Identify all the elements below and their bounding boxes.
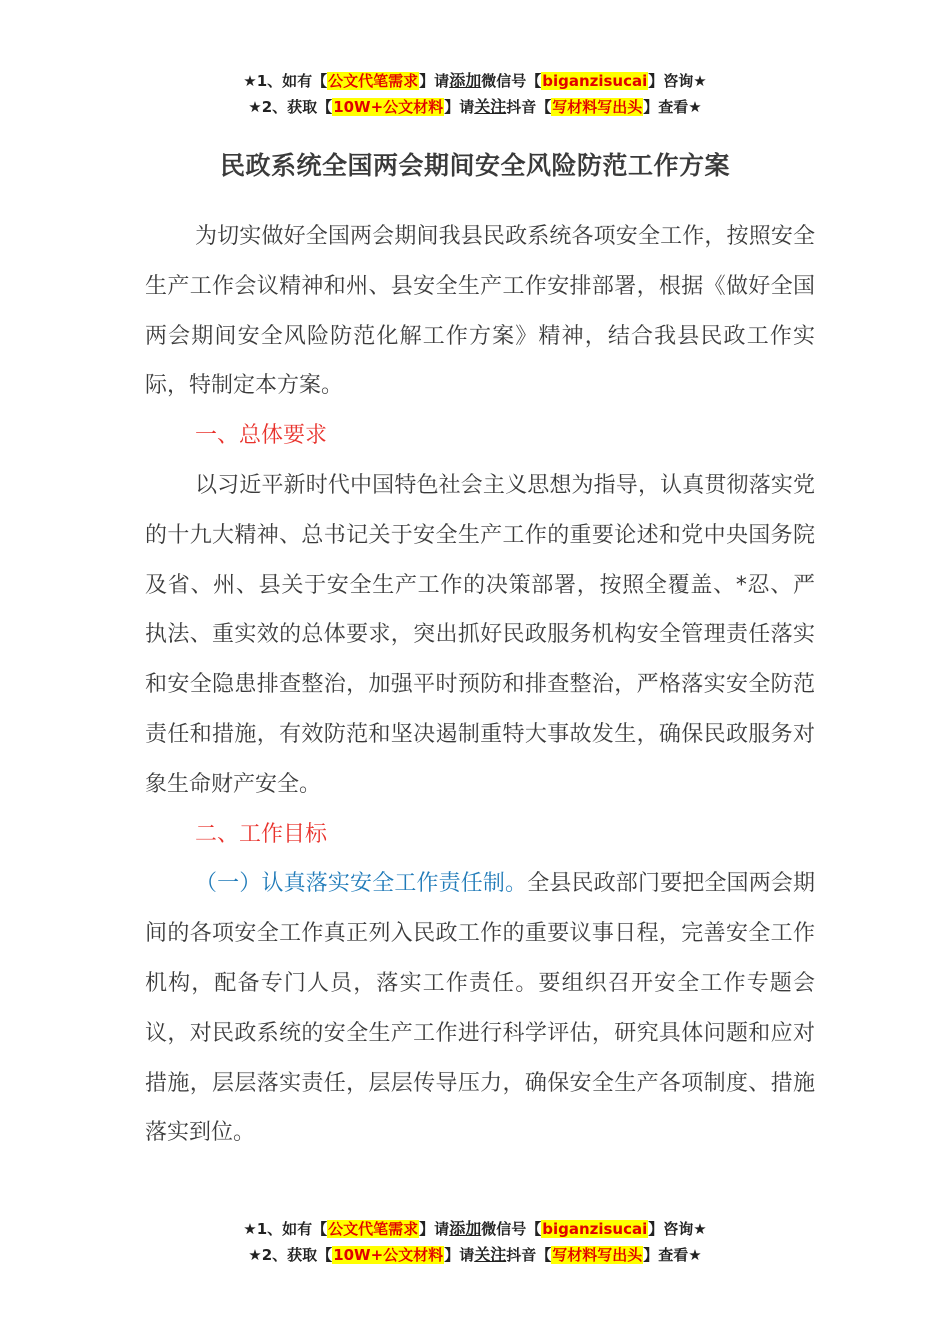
subsection-1-title: （一）认真落实安全工作责任制。 [195, 871, 528, 897]
promo-line-1 [0, 1216, 950, 1242]
promo-highlight: 写材料写出头 [552, 98, 643, 116]
promo-line-2 [0, 94, 950, 120]
subsection-1-paragraph [145, 859, 815, 1158]
promo-text: 】请 [419, 1220, 450, 1238]
promo-text: ★1、如有【 [243, 72, 328, 90]
promo-text: 微信号【 [481, 1220, 542, 1238]
promo-emphasis: 关注 [474, 1245, 507, 1264]
promo-banner-top [0, 68, 950, 120]
section-1-paragraph: 以习近平新时代中国特色社会主义思想为指导，认真贯彻落实党的十九大精神、总书记关于安全生产工作的重要论述和党中央国务院及省、州、县关于安全生产工作的决策部署，按照全覆盖、*忍、严执法、重实效的总体要求，突出抓好民政服务机构安全管理责任落实和安全隐患排查整治，加强平时预防和排查整治，严格落实安全防范责任和措施，有效防范和坚决遏制重特大事故发生，确保民政服务对象生命财产安全。 [145, 472, 815, 797]
promo-text: 】请 [444, 1246, 475, 1264]
promo-highlight: 10W+公文材料 [333, 98, 444, 116]
promo-text: ★2、获取【 [248, 1246, 333, 1264]
promo-text: 】查看★ [643, 1246, 702, 1264]
promo-highlight: 10W+公文材料 [333, 1246, 444, 1264]
promo-highlight: biganzisucai [542, 1220, 648, 1238]
promo-text: 】咨询★ [648, 72, 707, 90]
promo-highlight: 公文代笔需求 [328, 72, 419, 90]
promo-highlight: biganzisucai [542, 72, 648, 90]
promo-text: 】咨询★ [648, 1220, 707, 1238]
intro-paragraph: 为切实做好全国两会期间我县民政系统各项安全工作，按照安全生产工作会议精神和州、县安全生产工作安排部署，根据《做好全国两会期间安全风险防范化解工作方案》精神，结合我县民政工作实际，特制定本方案。 [145, 224, 815, 399]
promo-emphasis: 添加 [449, 71, 482, 90]
promo-emphasis: 关注 [474, 97, 507, 116]
promo-text: 微信号【 [481, 72, 542, 90]
promo-highlight: 公文代笔需求 [328, 1220, 419, 1238]
promo-text: ★2、获取【 [248, 98, 333, 116]
promo-text: 抖音【 [506, 1246, 552, 1264]
promo-text: 抖音【 [506, 98, 552, 116]
promo-text: 】请 [419, 72, 450, 90]
promo-banner-bottom [0, 1216, 950, 1268]
subsection-1-body: 全县民政部门要把全国两会期间的各项安全工作真正列入民政工作的重要议事日程，完善安全工作机构，配备专门人员，落实工作责任。要组织召开安全工作专题会议，对民政系统的安全生产工作进行科学评估，研究具体问题和应对措施，层层落实责任，层层传导压力，确保安全生产各项制度、措施落实到位。 [145, 871, 815, 1146]
section-heading-2: 二、工作目标 [195, 821, 328, 847]
promo-line-2 [0, 1242, 950, 1268]
promo-highlight: 写材料写出头 [552, 1246, 643, 1264]
promo-line-1 [0, 68, 950, 94]
section-heading-1: 一、总体要求 [195, 423, 328, 449]
promo-emphasis: 添加 [449, 1219, 482, 1238]
document-body [145, 212, 815, 1158]
promo-text: 】请 [444, 98, 475, 116]
document-title: 民政系统全国两会期间安全风险防范工作方案 [219, 151, 730, 180]
promo-text: 】查看★ [643, 98, 702, 116]
promo-text: ★1、如有【 [243, 1220, 328, 1238]
